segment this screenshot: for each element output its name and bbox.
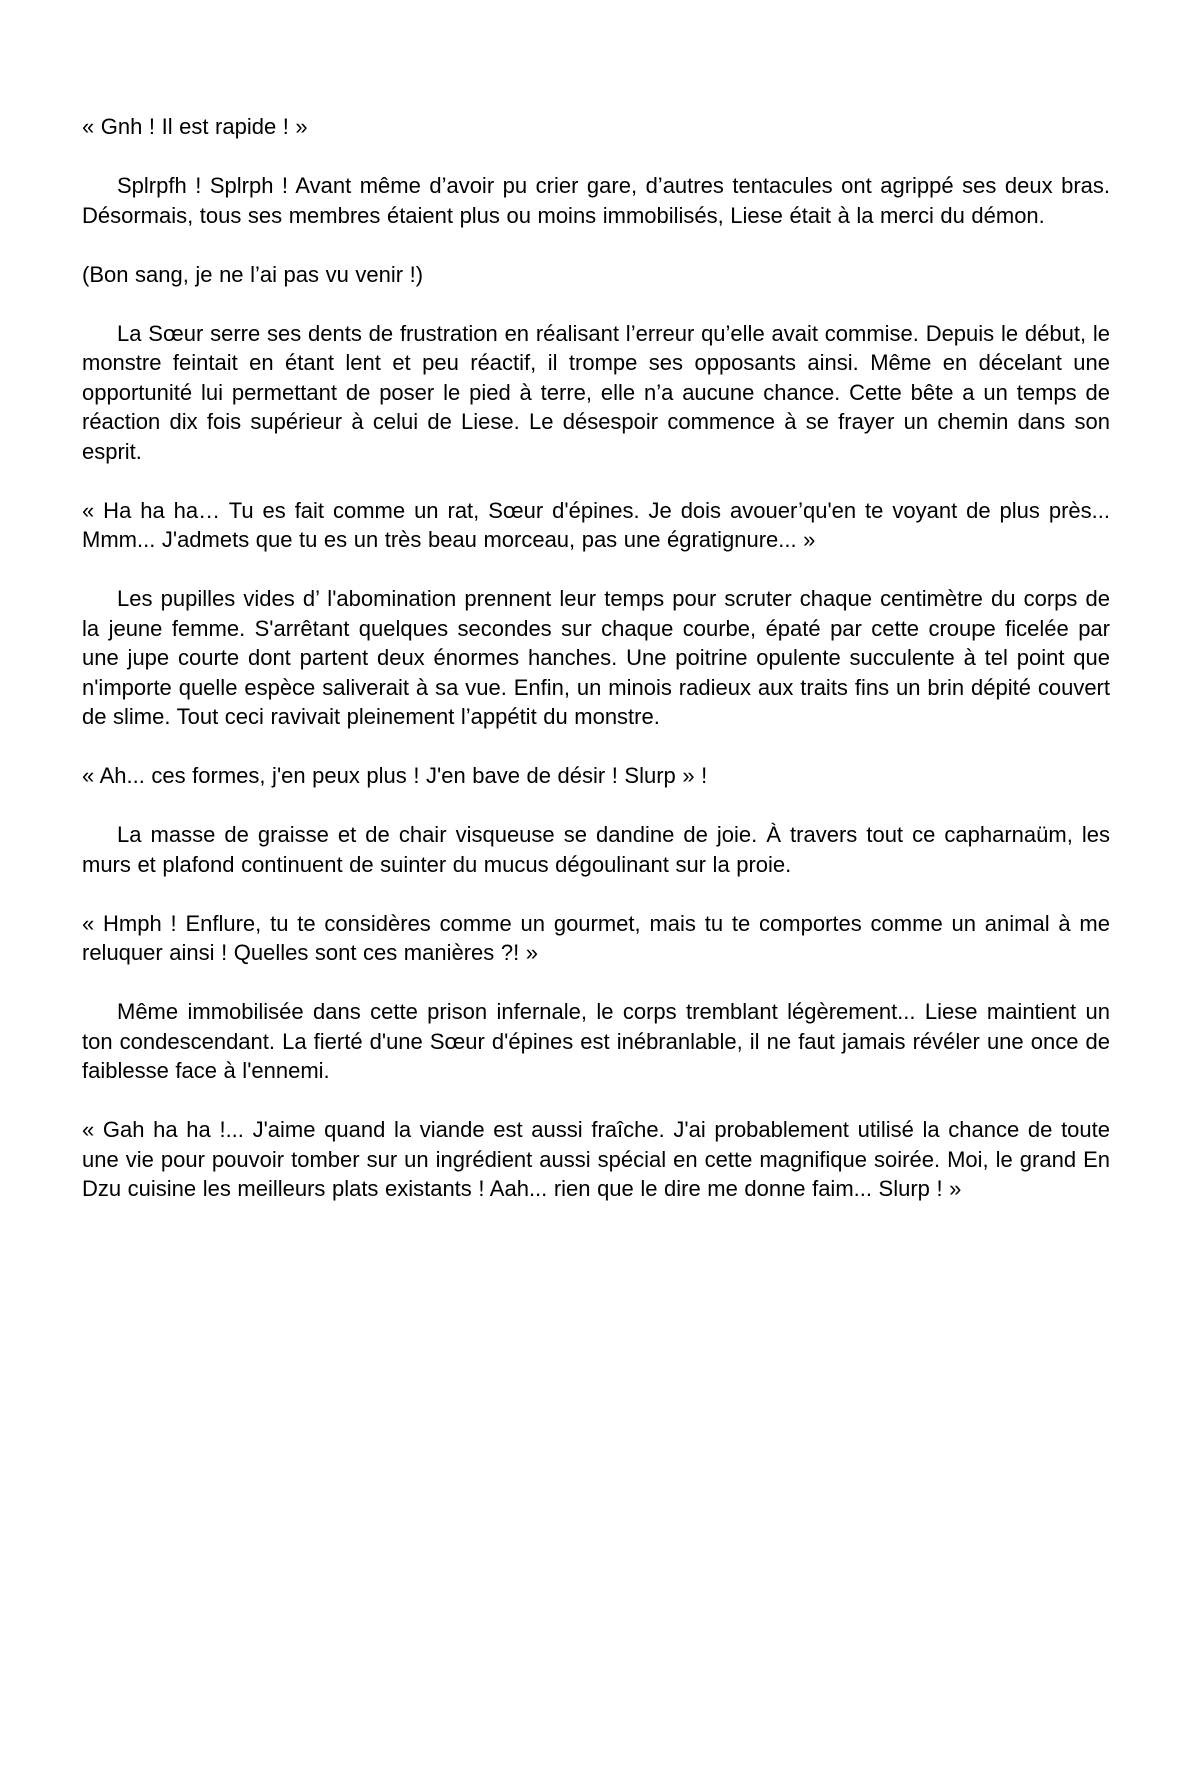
paragraph-dialogue-hmph: « Hmph ! Enflure, tu te considères comme un gourmet, mais tu te comportes comme un animal à me reluquer ainsi ! Quelles sont ces manières ?! » bbox=[82, 910, 1110, 965]
paragraph-narration-meme: Même immobilisée dans cette prison infernale, le corps tremblant légèrement... Liese maintient un ton condescendant. La fierté d'une Sœur d'épines est inébranlable, il ne faut jamais révéler une once de faiblesse face à l'ennemi. bbox=[82, 999, 1110, 1083]
paragraph-narration-splrpfh: Splrpfh ! Splrph ! Avant même d’avoir pu crier gare, d’autres tentacules ont agrippé ses deux bras. Désormais, tous ses membres étaient plus ou moins immobilisés, Liese était à la merci du démon. bbox=[82, 173, 1110, 228]
paragraph-dialogue-ha-ha-ha: « Ha ha ha… Tu es fait comme un rat, Sœur d'épines. Je dois avouer’qu'en te voyant de plus près... Mmm... J'admets que tu es un très beau morceau, pas une égratignure... » bbox=[82, 497, 1110, 552]
paragraph-dialogue-gah-ha-ha: « Gah ha ha !... J'aime quand la viande est aussi fraîche. J'ai probablement utilisé la chance de toute une vie pour pouvoir tomber sur un ingrédient aussi spécial en cette magnifique soirée. Moi, le grand En Dzu cuisine les meilleurs plats existants ! Aah... rien que le dire me donne faim... Slurp ! » bbox=[82, 1117, 1110, 1201]
paragraph-dialogue-ah-formes: « Ah... ces formes, j'en peux plus ! J'en bave de désir ! Slurp » ! bbox=[82, 763, 708, 788]
paragraph-narration-la-soeur: La Sœur serre ses dents de frustration en réalisant l’erreur qu’elle avait commise. Depuis le début, le monstre feintait en étant lent et peu réactif, il trompe ses opposants ainsi. Même en décelant une opportunité lui permettant de poser le pied à terre, elle n’a aucune chance. Cette bête a un temps de réaction dix fois supérieur à celui de Liese. Le désespoir commence à se frayer un chemin dans son esprit. bbox=[82, 320, 1110, 464]
paragraph-thought-bon-sang: (Bon sang, je ne l’ai pas vu venir !) bbox=[82, 261, 424, 287]
paragraph-dialogue-gnh: « Gnh ! Il est rapide ! » bbox=[82, 114, 308, 139]
document-text-block bbox=[82, 112, 1110, 1204]
paragraph-narration-la-masse: La masse de graisse et de chair visqueuse se dandine de joie. À travers tout ce capharnaüm, les murs et plafond continuent de suinter du mucus dégoulinant sur la proie. bbox=[82, 822, 1110, 877]
paragraph-narration-pupilles: Les pupilles vides d’ l'abomination prennent leur temps pour scruter chaque centimètre du corps de la jeune femme. S'arrêtant quelques secondes sur chaque courbe, épaté par cette croupe ficelée par une jupe courte dont partent deux énormes hanches. Une poitrine opulente succulente à tel point que n'importe quelle espèce saliverait à sa vue. Enfin, un minois radieux aux traits fins un brin dépité couvert de slime. Tout ceci ravivait pleinement l’appétit du monstre. bbox=[82, 586, 1110, 729]
